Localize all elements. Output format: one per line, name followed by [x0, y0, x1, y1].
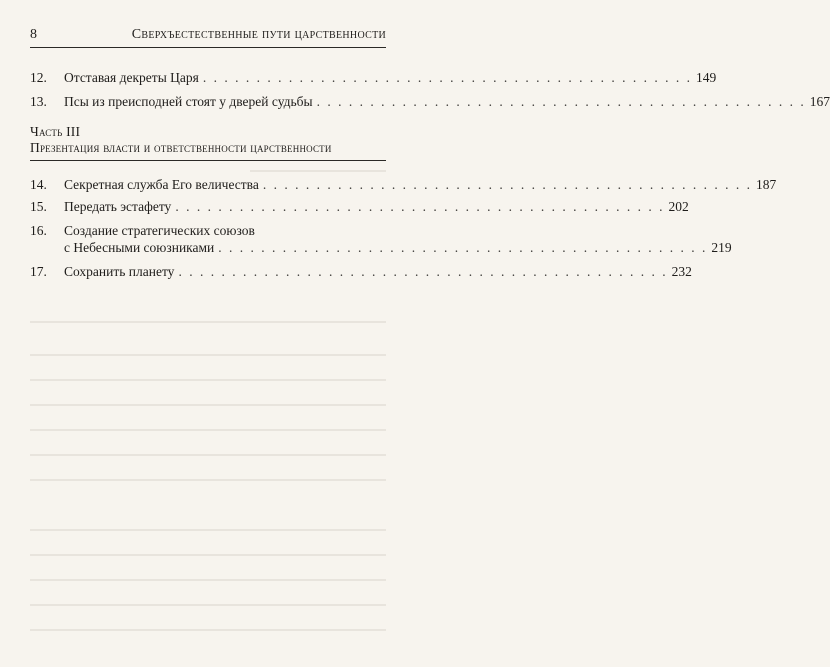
leader-dots: . . . . . . . . . . . . . . . . . . . . . . . . . . . . . . . . . . . . . . . . . . . . . . — [316, 94, 806, 109]
entry-page: 232 — [671, 264, 692, 279]
toc-entry — [30, 198, 689, 215]
entry-page: 187 — [756, 177, 777, 192]
part-label: Часть III — [30, 124, 81, 139]
entry-title-line1: Создание стратегических союзов — [64, 223, 255, 238]
leader-dots: . . . . . . . . . . . . . . . . . . . . . . . . . . . . . . . . . . . . . . . . . . . . . . — [202, 70, 692, 85]
entry-number: 12. — [30, 70, 47, 85]
leader-dots: . . . . . . . . . . . . . . . . . . . . . . . . . . . . . . . . . . . . . . . . . . . . . . — [175, 199, 665, 214]
entry-title: Секретная служба Его величества — [64, 177, 259, 192]
leader-dots: . . . . . . . . . . . . . . . . . . . . . . . . . . . . . . . . . . . . . . . . . . . . . . — [218, 240, 708, 255]
part-heading-block — [30, 124, 386, 156]
leader-dots: . . . . . . . . . . . . . . . . . . . . . . . . . . . . . . . . . . . . . . . . . . . . . . — [262, 177, 752, 192]
entry-page: 149 — [695, 70, 717, 85]
entry-title: Отставая декреты Царя — [64, 70, 199, 85]
entry-number: 17. — [30, 264, 47, 279]
entry-number: 15. — [30, 199, 47, 214]
entry-page: 202 — [668, 199, 689, 214]
entry-number: 13. — [30, 94, 47, 109]
part-title: Презентация власти и ответственности царственности — [30, 140, 332, 155]
entry-title-line2: с Небесными союзниками — [64, 240, 215, 255]
entry-number: 14. — [30, 177, 47, 192]
page-number: 8 — [30, 27, 37, 42]
entry-page: 167 — [809, 94, 830, 109]
header-divider — [30, 47, 386, 48]
running-title: Сверхъестественные пути царственности — [131, 27, 386, 42]
page-header — [30, 27, 386, 43]
toc-entry — [30, 263, 692, 280]
toc-entry — [30, 93, 830, 110]
toc-entry — [30, 69, 717, 86]
entry-title: Передать эстафету — [64, 199, 172, 214]
toc-entry — [30, 222, 732, 256]
entry-title: Псы из преисподней стоят у дверей судьбы — [64, 94, 313, 109]
leader-dots: . . . . . . . . . . . . . . . . . . . . . . . . . . . . . . . . . . . . . . . . . . . . . . — [178, 264, 668, 279]
entry-number: 16. — [30, 223, 47, 238]
entry-title: Сохранить планету — [64, 264, 175, 279]
toc-entry — [30, 176, 777, 193]
part-divider — [30, 160, 386, 161]
entry-page: 219 — [711, 240, 732, 255]
